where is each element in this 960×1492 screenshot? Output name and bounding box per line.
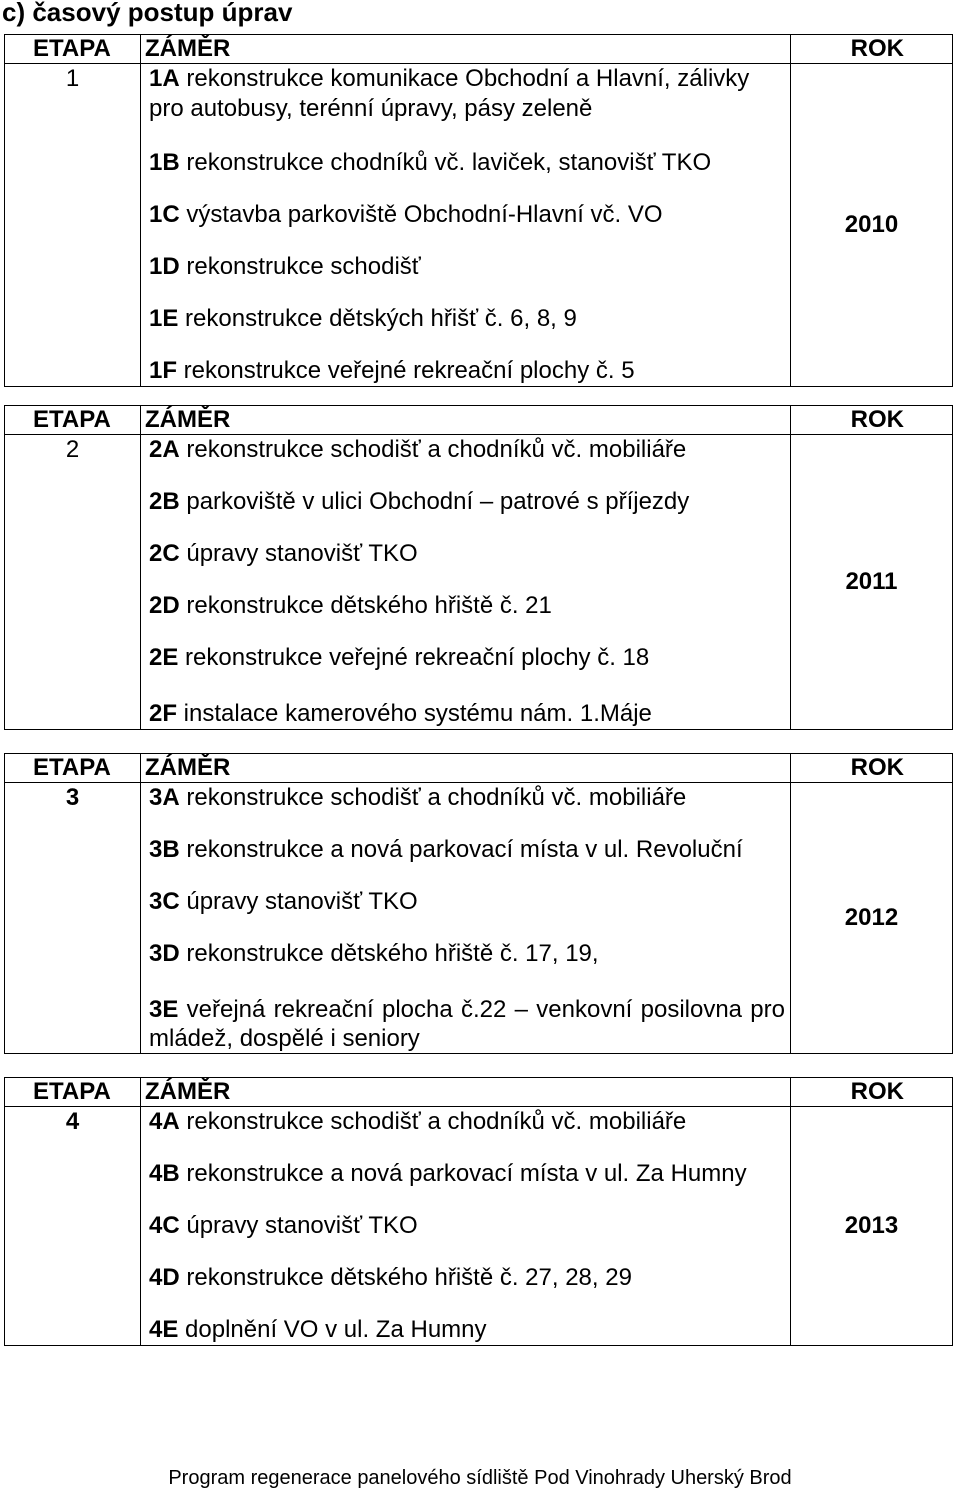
stage-header-row <box>5 1078 953 1107</box>
stage-items <box>141 435 791 730</box>
page-footer: Program regenerace panelového sídliště Pod Vinohrady Uherský Brod <box>168 1467 792 1489</box>
stage-items <box>141 783 791 1054</box>
item-text: instalace kamerového systému nám. 1.Máje <box>177 700 652 727</box>
list-item <box>149 591 790 621</box>
item-code: 3C <box>149 888 180 915</box>
item-text: rekonstrukce a nová parkovací místa v ul. Revoluční <box>179 836 743 863</box>
item-code: 2C <box>149 540 180 567</box>
stage-number: 2 <box>5 435 141 730</box>
item-text: rekonstrukce dětského hřiště č. 27, 28, 29 <box>179 1264 632 1291</box>
list-item <box>149 356 790 386</box>
stage-body-row <box>5 435 953 730</box>
rok-header: ROK <box>791 1078 953 1107</box>
item-text: rekonstrukce schodišť <box>179 253 421 280</box>
item-code: 1E <box>149 305 179 332</box>
stage-items <box>141 1107 791 1346</box>
list-item <box>149 1315 790 1345</box>
item-code: 3D <box>149 940 180 967</box>
stage-table-3 <box>4 753 953 1054</box>
zamer-header: ZÁMĚR <box>141 1078 791 1107</box>
stage-number: 4 <box>5 1107 141 1346</box>
item-code: 4E <box>149 1316 179 1343</box>
zamer-header: ZÁMĚR <box>141 35 791 64</box>
item-text: úpravy stanovišť TKO <box>179 888 418 915</box>
stage-header-row <box>5 406 953 435</box>
item-code: 3A <box>149 784 180 811</box>
item-text: rekonstrukce veřejné rekreační plochy č. 18 <box>178 644 650 671</box>
item-text: rekonstrukce schodišť a chodníků vč. mobiliáře <box>179 1108 687 1135</box>
item-code: 1A <box>149 65 180 92</box>
stage-body-row <box>5 783 953 1054</box>
item-code: 2E <box>149 644 179 671</box>
item-text: rekonstrukce veřejné rekreační plochy č. 5 <box>177 357 635 384</box>
list-item <box>149 487 790 517</box>
item-code: 2B <box>149 488 180 515</box>
stage-table-2 <box>4 405 953 730</box>
stage-header-row <box>5 35 953 64</box>
rok-header: ROK <box>791 754 953 783</box>
item-text: výstavba parkoviště Obchodní-Hlavní vč. VO <box>179 201 663 228</box>
zamer-header: ZÁMĚR <box>141 406 791 435</box>
item-code: 4D <box>149 1264 180 1291</box>
list-item <box>149 64 790 124</box>
item-text: parkoviště v ulici Obchodní – patrové s příjezdy <box>179 488 690 515</box>
section-heading: c) časový postup úprav <box>2 0 293 27</box>
item-code: 3B <box>149 836 180 863</box>
item-code: 1C <box>149 201 180 228</box>
item-code: 2F <box>149 700 178 727</box>
rok-header: ROK <box>791 35 953 64</box>
item-text: úpravy stanovišť TKO <box>179 540 418 567</box>
item-text: rekonstrukce schodišť a chodníků vč. mobiliáře <box>179 436 687 463</box>
item-code: 1D <box>149 253 180 280</box>
item-code: 2A <box>149 436 180 463</box>
item-text: rekonstrukce schodišť a chodníků vč. mobiliáře <box>179 784 687 811</box>
list-item <box>149 435 790 465</box>
item-text: doplnění VO v ul. Za Humny <box>178 1316 487 1343</box>
list-item <box>149 995 785 1053</box>
stage-body-row <box>5 64 953 387</box>
item-code: 4A <box>149 1108 180 1135</box>
list-item <box>149 835 790 865</box>
list-item <box>149 148 790 178</box>
list-item <box>149 200 790 230</box>
item-code: 1B <box>149 149 180 176</box>
list-item <box>149 783 790 813</box>
stage-year: 2012 <box>791 783 953 1054</box>
item-text: veřejná rekreační plocha č.22 – venkovní posilovna pro mládež, dospělé i seniory <box>149 996 785 1052</box>
etapa-header: ETAPA <box>5 1078 141 1107</box>
stage-body-row <box>5 1107 953 1346</box>
list-item <box>149 699 790 729</box>
stage-table-4 <box>4 1077 953 1346</box>
etapa-header: ETAPA <box>5 754 141 783</box>
list-item <box>149 1263 790 1293</box>
list-item <box>149 252 790 282</box>
list-item <box>149 539 790 569</box>
stage-items <box>141 64 791 387</box>
item-text: úpravy stanovišť TKO <box>179 1212 418 1239</box>
item-text: rekonstrukce dětských hřišť č. 6, 8, 9 <box>178 305 577 332</box>
rok-header: ROK <box>791 406 953 435</box>
item-code: 4C <box>149 1212 180 1239</box>
list-item <box>149 1211 790 1241</box>
item-code: 1F <box>149 357 178 384</box>
etapa-header: ETAPA <box>5 35 141 64</box>
list-item <box>149 304 790 334</box>
list-item <box>149 939 790 969</box>
item-code: 4B <box>149 1160 180 1187</box>
list-item <box>149 887 790 917</box>
item-code: 2D <box>149 592 180 619</box>
list-item <box>149 1159 790 1189</box>
stage-year: 2013 <box>791 1107 953 1346</box>
item-text: rekonstrukce chodníků vč. laviček, stanovišť TKO <box>179 149 712 176</box>
etapa-header: ETAPA <box>5 406 141 435</box>
item-code: 3E <box>149 996 179 1023</box>
stage-year: 2011 <box>791 435 953 730</box>
stage-number: 3 <box>5 783 141 1054</box>
stage-number: 1 <box>5 64 141 387</box>
item-text: rekonstrukce komunikace Obchodní a Hlavní, zálivky pro autobusy, terénní úpravy, pásy zeleně <box>149 65 750 122</box>
item-text: rekonstrukce dětského hřiště č. 17, 19, <box>179 940 599 967</box>
stage-table-1 <box>4 34 953 387</box>
list-item <box>149 643 790 673</box>
stage-header-row <box>5 754 953 783</box>
item-text: rekonstrukce a nová parkovací místa v ul. Za Humny <box>179 1160 747 1187</box>
list-item <box>149 1107 790 1137</box>
zamer-header: ZÁMĚR <box>141 754 791 783</box>
item-text: rekonstrukce dětského hřiště č. 21 <box>179 592 552 619</box>
stage-year: 2010 <box>791 64 953 387</box>
